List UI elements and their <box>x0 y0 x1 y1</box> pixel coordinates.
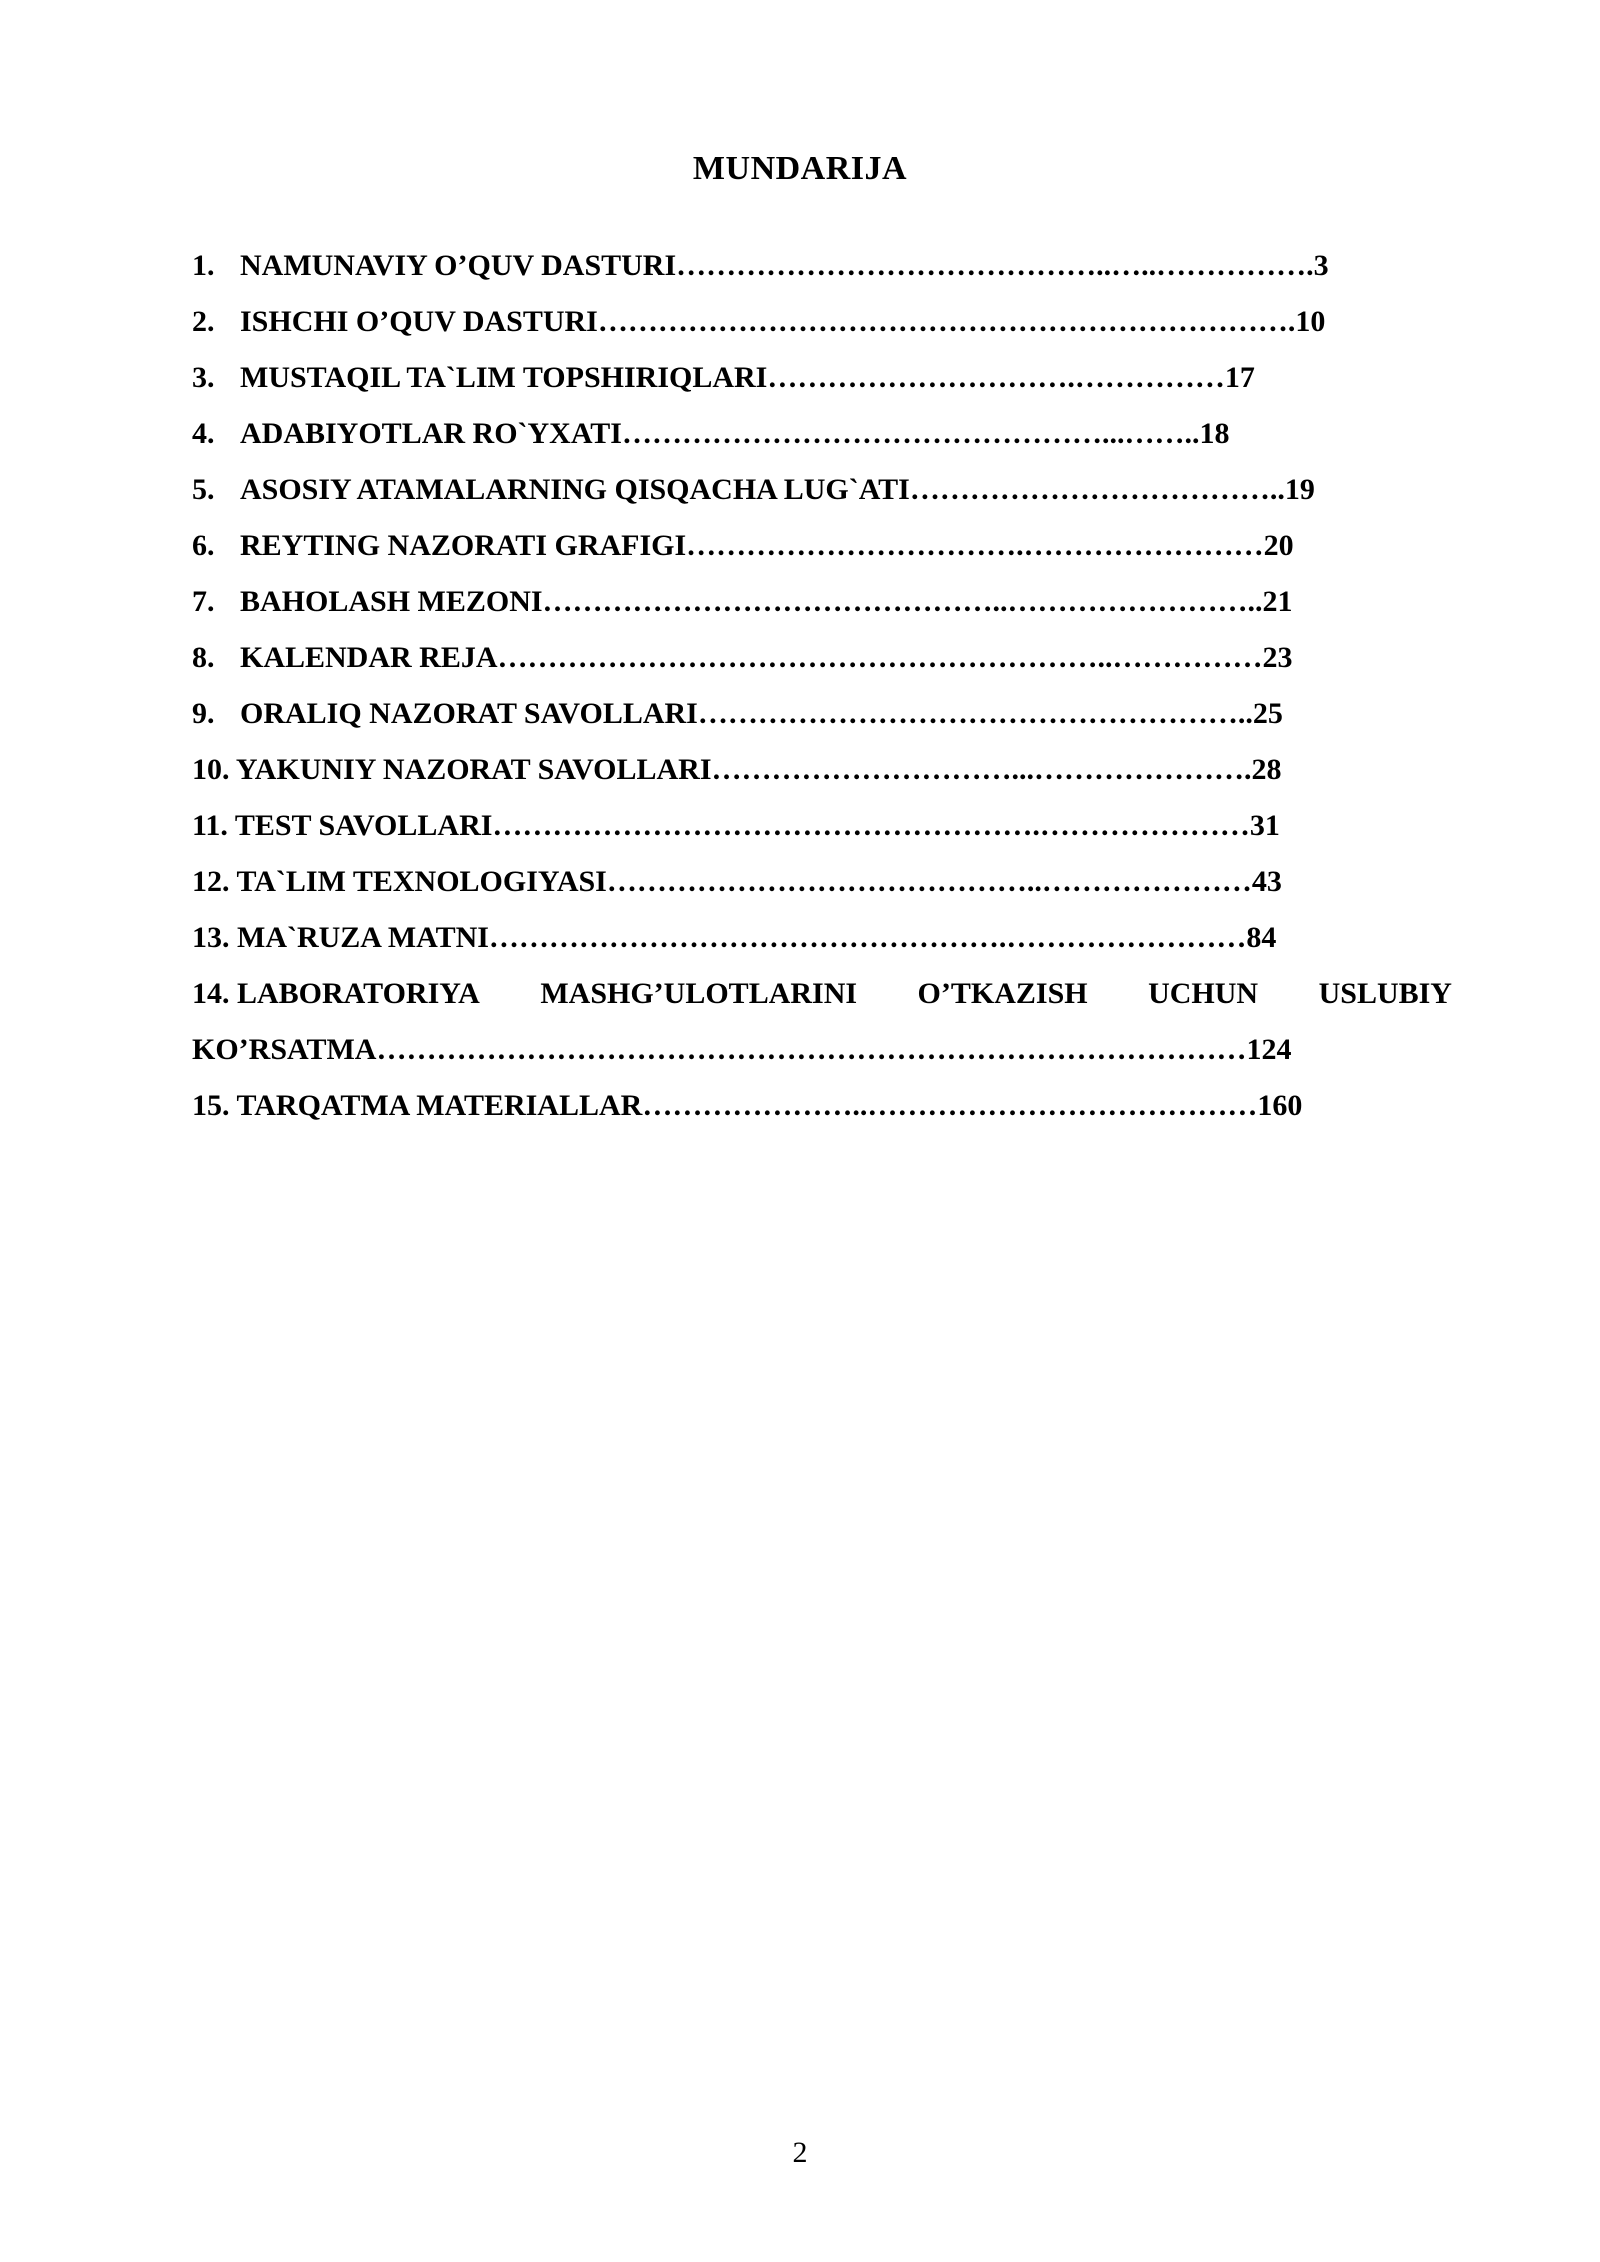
toc-item <box>192 294 1452 350</box>
toc-item-text: KO’RSATMA……………………………………………………………………………124 <box>192 1033 1292 1066</box>
toc-item <box>192 406 1452 462</box>
toc-item-number: 4. <box>192 417 215 450</box>
toc-item-text: ISHCHI O’QUV DASTURI…………………………………………………………….10 <box>240 305 1326 338</box>
toc-item <box>192 798 1452 854</box>
toc-item-word: USLUBIY <box>1318 977 1452 1010</box>
toc-item <box>192 630 1452 686</box>
toc-item <box>192 686 1452 742</box>
toc-item-word: UCHUN <box>1148 977 1259 1010</box>
toc-item-number: 6. <box>192 529 215 562</box>
toc-item-number: 3. <box>192 361 215 394</box>
toc-item-number: 14. <box>192 977 230 1010</box>
toc-item-text: LABORATORIYA <box>237 977 480 1010</box>
toc-item-continuation <box>192 1022 1452 1078</box>
toc-item-number: 7. <box>192 585 215 618</box>
toc-item-number: 1. <box>192 249 215 282</box>
toc-item <box>192 462 1452 518</box>
toc-item-number: 13. <box>192 921 230 954</box>
toc-item-number: 9. <box>192 697 215 730</box>
toc-item-word: O’TKAZISH <box>917 977 1088 1010</box>
toc-item <box>192 1078 1452 1134</box>
page-title: MUNDARIJA <box>692 150 908 187</box>
toc-item <box>192 910 1452 966</box>
toc-item-number: 12. <box>192 865 230 898</box>
toc-item-text: TA`LIM TEXNOLOGIYASI……………………………………..…………………43 <box>236 865 1282 898</box>
toc-item-text: ASOSIY ATAMALARNING QISQACHA LUG`ATI………………………………..19 <box>240 473 1315 506</box>
toc-item <box>192 518 1452 574</box>
toc-item <box>192 574 1452 630</box>
toc-item-text: TEST SAVOLLARI……………………………………………….…………………31 <box>234 809 1280 842</box>
toc-item <box>192 350 1452 406</box>
toc-item-text: YAKUNIY NAZORAT SAVOLLARI…………………………...………………….28 <box>235 753 1282 786</box>
toc-item-word <box>192 966 480 1022</box>
toc-item <box>192 854 1452 910</box>
toc-item <box>192 238 1452 294</box>
toc-item-text: ORALIQ NAZORAT SAVOLLARI………………………………………………..25 <box>240 697 1283 730</box>
table-of-contents <box>192 238 1452 1134</box>
toc-item-number: 5. <box>192 473 215 506</box>
toc-item-number: 15. <box>192 1089 230 1122</box>
toc-item-text: REYTING NAZORATI GRAFIGI…………………………….……………………20 <box>240 529 1294 562</box>
page-number: 2 <box>792 2136 808 2169</box>
toc-item-number: 2. <box>192 305 215 338</box>
toc-item-text: MA`RUZA MATNI…………………………………………….……………………84 <box>237 921 1277 954</box>
toc-item-number: 8. <box>192 641 215 674</box>
toc-item-text: ADABIYOTLAR RO`YXATI…………………………………………...……..18 <box>240 417 1230 450</box>
toc-item <box>192 966 1452 1022</box>
toc-item-text: NAMUNAVIY O’QUV DASTURI……………………………………..…..…………….3 <box>240 249 1329 282</box>
toc-item-number: 10. <box>192 753 230 786</box>
toc-item-text: BAHOLASH MEZONI………………………………………..……………………..21 <box>240 585 1293 618</box>
toc-item-text: TARQATMA MATERIALLAR…………………..…………………………………160 <box>236 1089 1303 1122</box>
toc-item <box>192 742 1452 798</box>
toc-item-text: KALENDAR REJA……………………………………………………..……………23 <box>240 641 1293 674</box>
toc-item-number: 11. <box>192 809 228 842</box>
toc-item-word: MASHG’ULOTLARINI <box>540 977 858 1010</box>
toc-item-text: MUSTAQIL TA`LIM TOPSHIRIQLARI………………………….……………17 <box>240 361 1255 394</box>
